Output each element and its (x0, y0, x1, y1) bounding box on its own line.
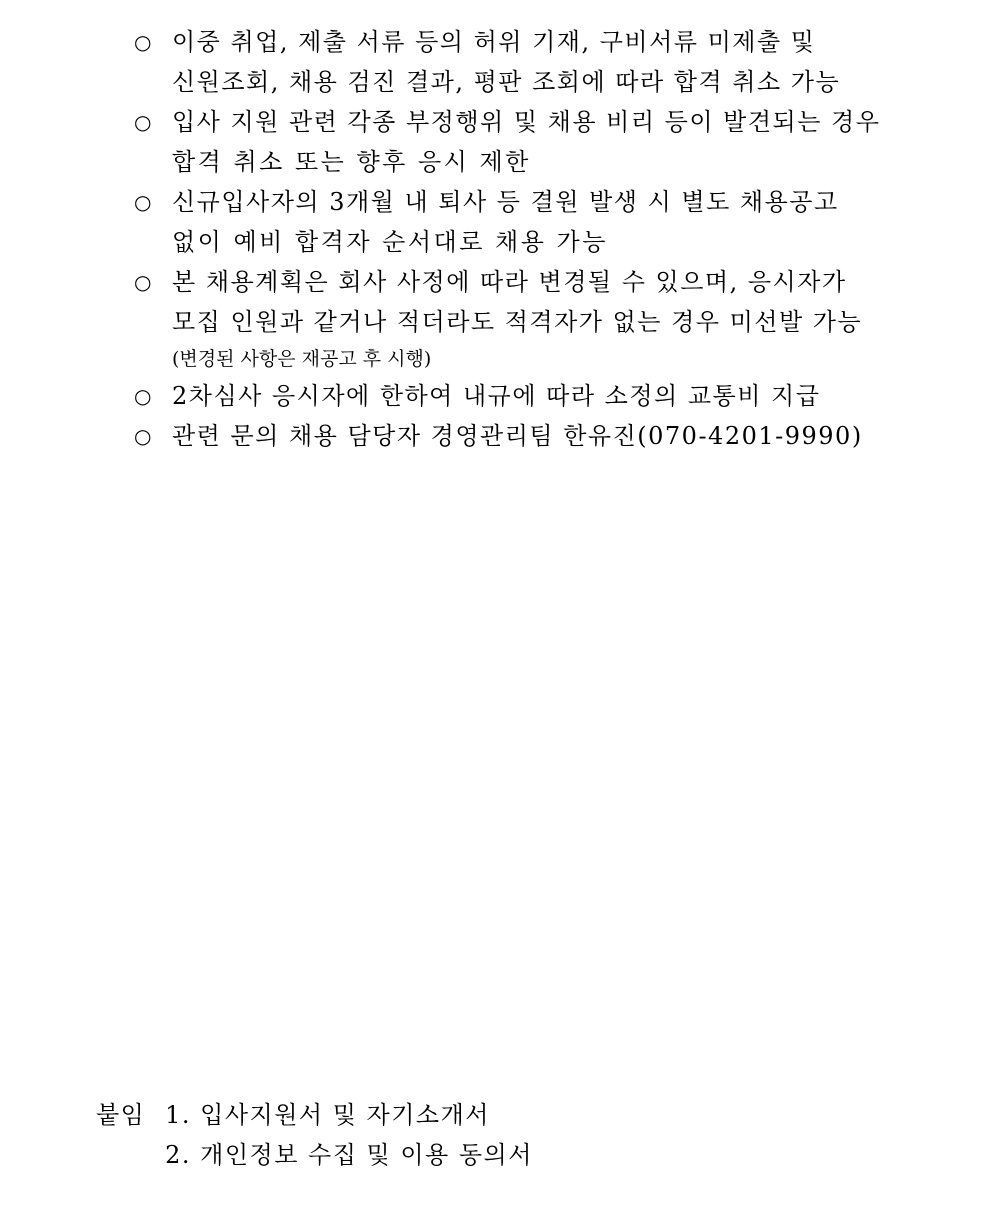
notice-line: 합격 취소 또는 향후 응시 제한 (172, 148, 531, 176)
attachments-label: 붙임 (96, 1101, 146, 1129)
notice-line: 신원조회, 채용 검진 결과, 평판 조회에 따라 합격 취소 가능 (172, 68, 841, 96)
notice-line: 본 채용계획은 회사 사정에 따라 변경될 수 있으며, 응시자가 (172, 268, 847, 296)
attachment-row (96, 1095, 533, 1135)
notice-line: 모집 인원과 같거나 적더라도 적격자가 없는 경우 미선발 가능 (172, 308, 863, 336)
notice-line: 신규입사자의 3개월 내 퇴사 등 결원 발생 시 별도 채용공고 (172, 188, 839, 216)
notice-line: 없이 예비 합격자 순서대로 채용 가능 (172, 228, 608, 256)
notice-item-contact (134, 416, 900, 456)
attachment-item: 1. 입사지원서 및 자기소개서 (165, 1101, 490, 1129)
notice-line: 관련 문의 채용 담당자 경영관리팀 한유진(070-4201-9990) (172, 422, 863, 450)
bullet-circle-icon: ○ (134, 384, 152, 408)
bullet-circle-icon: ○ (134, 424, 152, 448)
notice-item-transport-fee (134, 376, 900, 416)
bullet-circle-icon: ○ (134, 270, 152, 294)
notice-note: (변경된 사항은 재공고 후 시행) (172, 348, 432, 370)
notice-item-vacancy (134, 182, 900, 262)
attachment-row (96, 1135, 533, 1175)
notice-list (134, 22, 900, 456)
attachment-item: 2. 개인정보 수집 및 이용 동의서 (165, 1141, 533, 1169)
notice-line: 입사 지원 관련 각종 부정행위 및 채용 비리 등이 발견되는 경우 (172, 108, 881, 136)
notice-line: 2차심사 응시자에 한하여 내규에 따라 소정의 교통비 지급 (172, 382, 821, 410)
bullet-circle-icon: ○ (134, 190, 152, 214)
notice-item-misconduct (134, 102, 900, 182)
notice-line: 이중 취업, 제출 서류 등의 허위 기재, 구비서류 미제출 및 (172, 28, 816, 56)
attachments (96, 1095, 533, 1175)
notice-item-duplicate-employment (134, 22, 900, 102)
bullet-circle-icon: ○ (134, 110, 152, 134)
notice-item-plan-change (134, 262, 900, 376)
bullet-circle-icon: ○ (134, 30, 152, 54)
